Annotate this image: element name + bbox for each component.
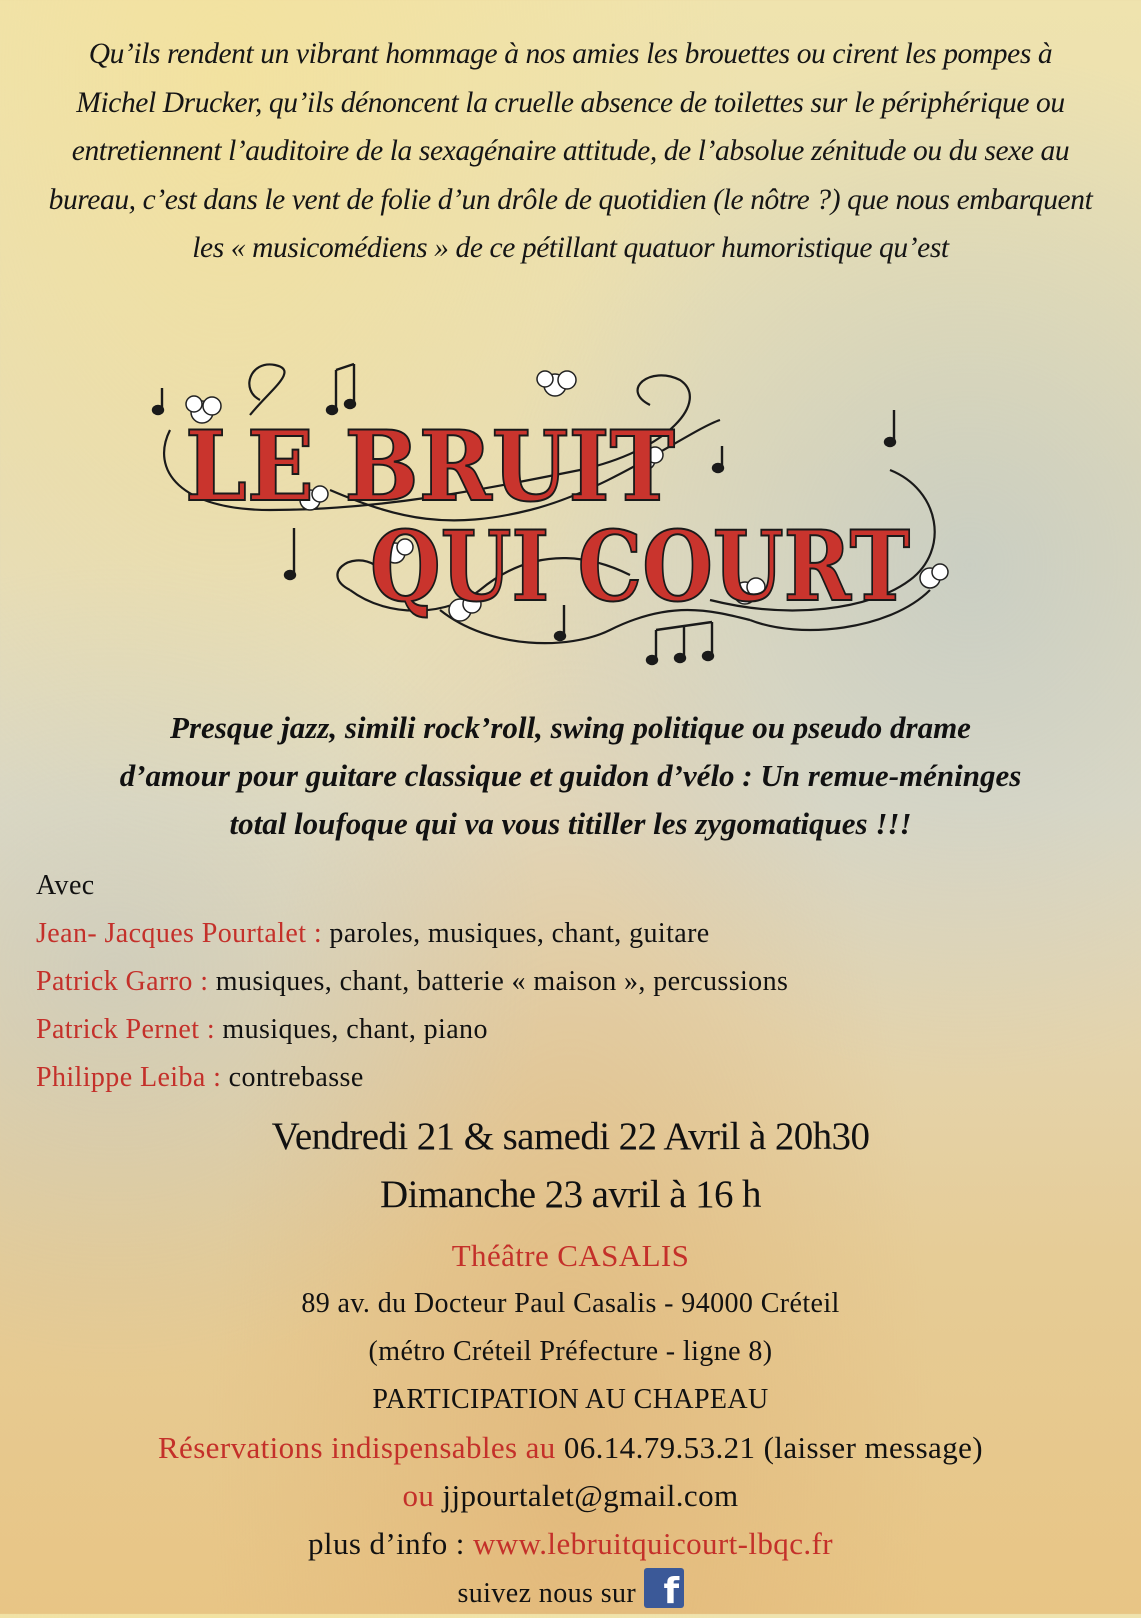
show-dates	[0, 1108, 1141, 1224]
cast-intro: Avec	[36, 870, 95, 901]
or-label: ou	[402, 1478, 435, 1513]
follow-label: suivez nous sur	[457, 1578, 644, 1609]
tagline-line: d’amour pour guitare classique et guidon d’vélo : Un remue-méninges	[119, 758, 1022, 793]
cast-member-name: Jean- Jacques Pourtalet :	[36, 918, 323, 949]
cast-member-name: Patrick Pernet :	[36, 1014, 216, 1045]
dates-line: Dimanche 23 avril à 16 h	[380, 1173, 761, 1216]
phone-number[interactable]: 06.14.79.53.21 (laisser message)	[555, 1430, 983, 1465]
band-logo	[150, 360, 990, 690]
logo-line-2: QUI COURT	[370, 510, 910, 623]
cast-member	[36, 958, 788, 1006]
venue-name: Théâtre CASALIS	[451, 1238, 690, 1273]
follow-line	[0, 1568, 1141, 1618]
facebook-icon[interactable]: f	[644, 1568, 684, 1608]
cast-list	[36, 862, 788, 1102]
website-link[interactable]: www.lebruitquicourt-lbqc.fr	[472, 1526, 833, 1561]
cast-member-role: musiques, chant, piano	[215, 1014, 488, 1045]
email-link[interactable]: jjpourtalet@gmail.com	[434, 1478, 739, 1513]
logo-line-1: LE BRUIT	[185, 410, 675, 523]
intro-line: Qu’ils rendent un vibrant hommage à nos amies les brouettes ou cirent les pompes à	[88, 38, 1053, 70]
intro-line: bureau, c’est dans le vent de folie d’un drôle de quotidien (le nôtre ?) que nous embarquent	[48, 183, 1093, 216]
email-line	[0, 1472, 1141, 1520]
intro-line: Michel Drucker, qu’ils dénoncent la cruelle absence de toilettes sur le périphérique ou	[76, 86, 1065, 119]
cast-member	[36, 1006, 788, 1054]
cast-member-role: contrebasse	[221, 1062, 364, 1093]
info-line	[0, 1520, 1141, 1568]
cast-member	[36, 910, 788, 958]
reservation-label: Réservations indispensables au	[157, 1430, 556, 1465]
tagline-line: Presque jazz, simili rock’roll, swing politique ou pseudo drame	[170, 710, 971, 745]
info-label: plus d’info :	[308, 1526, 473, 1561]
cast-member	[36, 1054, 788, 1102]
intro-line: entretiennent l’auditoire de la sexagénaire attitude, de l’absolue zénitude ou du sexe au	[71, 135, 1070, 167]
cast-member-role: paroles, musiques, chant, guitare	[322, 918, 710, 949]
cast-member-name: Philippe Leiba :	[36, 1062, 222, 1093]
participation-note: PARTICIPATION AU CHAPEAU	[372, 1384, 769, 1415]
intro-paragraph	[10, 30, 1131, 273]
cast-member-name: Patrick Garro :	[36, 966, 209, 997]
tagline-line: total loufoque qui va vous titiller les zygomatiques !!!	[229, 806, 912, 841]
cast-member-role: musiques, chant, batterie « maison », percussions	[208, 966, 789, 997]
venue-address: 89 av. du Docteur Paul Casalis - 94000 Créteil	[301, 1288, 840, 1319]
reservation-line	[0, 1424, 1141, 1472]
tagline	[0, 704, 1141, 848]
venue-info	[0, 1232, 1141, 1618]
intro-line: les « musicomédiens » de ce pétillant quatuor humoristique qu’est	[192, 232, 949, 264]
dates-line: Vendredi 21 & samedi 22 Avril à 20h30	[271, 1115, 870, 1158]
venue-metro: (métro Créteil Préfecture - ligne 8)	[368, 1336, 773, 1367]
